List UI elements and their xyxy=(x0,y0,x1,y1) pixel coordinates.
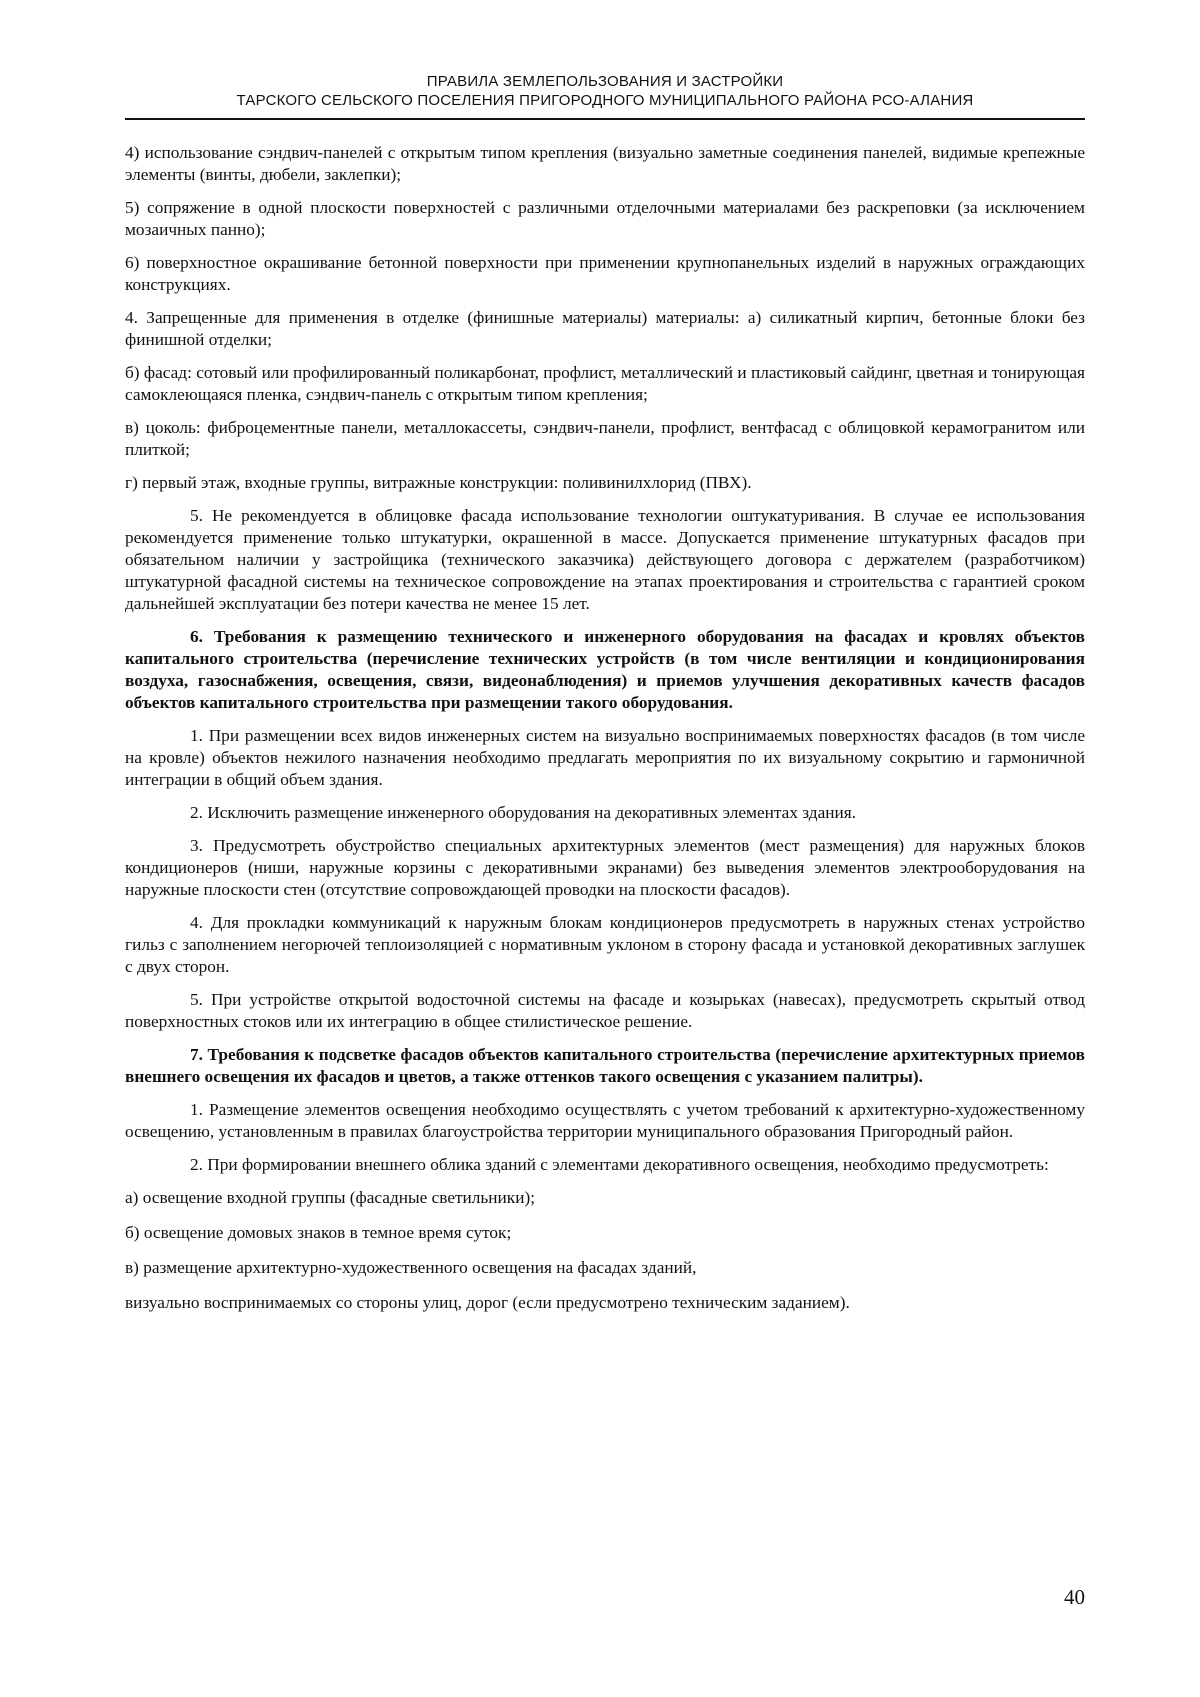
header-line-1: ПРАВИЛА ЗЕМЛЕПОЛЬЗОВАНИЯ И ЗАСТРОЙКИ xyxy=(426,73,784,90)
section-heading: 7. Требования к подсветке фасадов объектов капитального строительства (перечисление архитектурных приемов внешнего освещения их фасадов и цветов, а также оттенков такого освещения с указанием палитры). xyxy=(125,1045,1085,1086)
paragraph: 1. Размещение элементов освещения необходимо осуществлять с учетом требований к архитектурно-художественному освещению, установленным в правилах благоустройства территории муниципального образования Пригородный район. xyxy=(125,1100,1085,1141)
paragraph: 6) поверхностное окрашивание бетонной поверхности при применении крупнопанельных изделий в наружных ограждающих конструкциях. xyxy=(125,253,1085,294)
paragraph: 1. При размещении всех видов инженерных систем на визуально воспринимаемых поверхностях фасадов (в том числе на кровле) объектов нежилого назначения необходимо предлагать мероприятия по их визуальному сокрытию и гармоничной интеграции в общий объем здания. xyxy=(125,726,1085,789)
paragraph: 2. Исключить размещение инженерного оборудования на декоративных элементах здания. xyxy=(190,803,857,822)
paragraph: 4. Для прокладки коммуникаций к наружным блокам кондиционеров предусмотреть в наружных стенах устройство гильз с заполнением негорючей теплоизоляцией с нормативным уклоном в сторону фасада и установкой декоративных заглушек с двух сторон. xyxy=(125,913,1085,976)
document-body xyxy=(125,142,1085,1325)
section-heading: 6. Требования к размещению технического и инженерного оборудования на фасадах и кровлях объектов капитального строительства (перечисление технических устройств (в том числе вентиляции и кондиционирования воздуха, газоснабжения, освещения, связи, видеонаблюдения) и приемов улучшения декоративных качеств фасадов объектов капитального строительства при размещении такого оборудования. xyxy=(125,627,1085,712)
paragraph: 3. Предусмотреть обустройство специальных архитектурных элементов (мест размещения) для наружных блоков кондиционеров (ниши, наружные корзины с декоративными экранами) без выведения элементов электрооборудования на наружные плоскости стен (отсутствие сопровождающей проводки на плоскости фасадов). xyxy=(125,836,1085,899)
header-line-2: ТАРСКОГО СЕЛЬСКОГО ПОСЕЛЕНИЯ ПРИГОРОДНОГО МУНИЦИПАЛЬНОГО РАЙОНА РСО-АЛАНИЯ xyxy=(236,92,974,109)
paragraph: г) первый этаж, входные группы, витражные конструкции: поливинилхлорид (ПВХ). xyxy=(125,473,752,492)
page-number: 40 xyxy=(1064,1585,1085,1609)
running-header xyxy=(125,72,1085,110)
paragraph: 5) сопряжение в одной плоскости поверхностей с различными отделочными материалами без раскреповки (за исключением мозаичных панно); xyxy=(125,198,1085,239)
paragraph: визуально воспринимаемых со стороны улиц, дорог (если предусмотрено техническим заданием). xyxy=(125,1293,850,1312)
paragraph: 5. Не рекомендуется в облицовке фасада использование технологии оштукатуривания. В случае ее использования рекомендуется применение только штукатурки, окрашенной в массе. Допускается применение штукатурных фасадов при обязательном наличии у застройщика (технического заказчика) действующего договора с держателем (разработчиком) штукатурной фасадной системы на техническое сопровождение на этапах проектирования и строительства с гарантией сроком дальнейшей эксплуатации без потери качества не менее 15 лет. xyxy=(125,506,1085,613)
header-rule xyxy=(125,118,1085,120)
paragraph: 2. При формировании внешнего облика зданий с элементами декоративного освещения, необходимо предусмотреть: xyxy=(190,1155,1049,1174)
list-item: в) размещение архитектурно-художественного освещения на фасадах зданий, xyxy=(125,1258,697,1277)
paragraph: 5. При устройстве открытой водосточной системы на фасаде и козырьках (навесах), предусмотреть скрытый отвод поверхностных стоков или их интеграцию в общее стилистическое решение. xyxy=(125,990,1085,1031)
paragraph: 4) использование сэндвич-панелей с открытым типом крепления (визуально заметные соединения панелей, видимые крепежные элементы (винты, дюбели, заклепки); xyxy=(125,143,1085,184)
list-item: а) освещение входной группы (фасадные светильники); xyxy=(125,1188,535,1207)
paragraph: 4. Запрещенные для применения в отделке (финишные материалы) материалы: а) силикатный кирпич, бетонные блоки без финишной отделки; xyxy=(125,308,1085,349)
paragraph: б) фасад: сотовый или профилированный поликарбонат, профлист, металлический и пластиковый сайдинг, цветная и тонирующая самоклеющаяся пленка, сэндвич-панель с открытым типом крепления; xyxy=(125,363,1085,404)
paragraph: в) цоколь: фиброцементные панели, металлокассеты, сэндвич-панели, профлист, вентфасад с облицовкой керамогранитом или плиткой; xyxy=(125,418,1085,459)
list-item: б) освещение домовых знаков в темное время суток; xyxy=(125,1223,512,1242)
